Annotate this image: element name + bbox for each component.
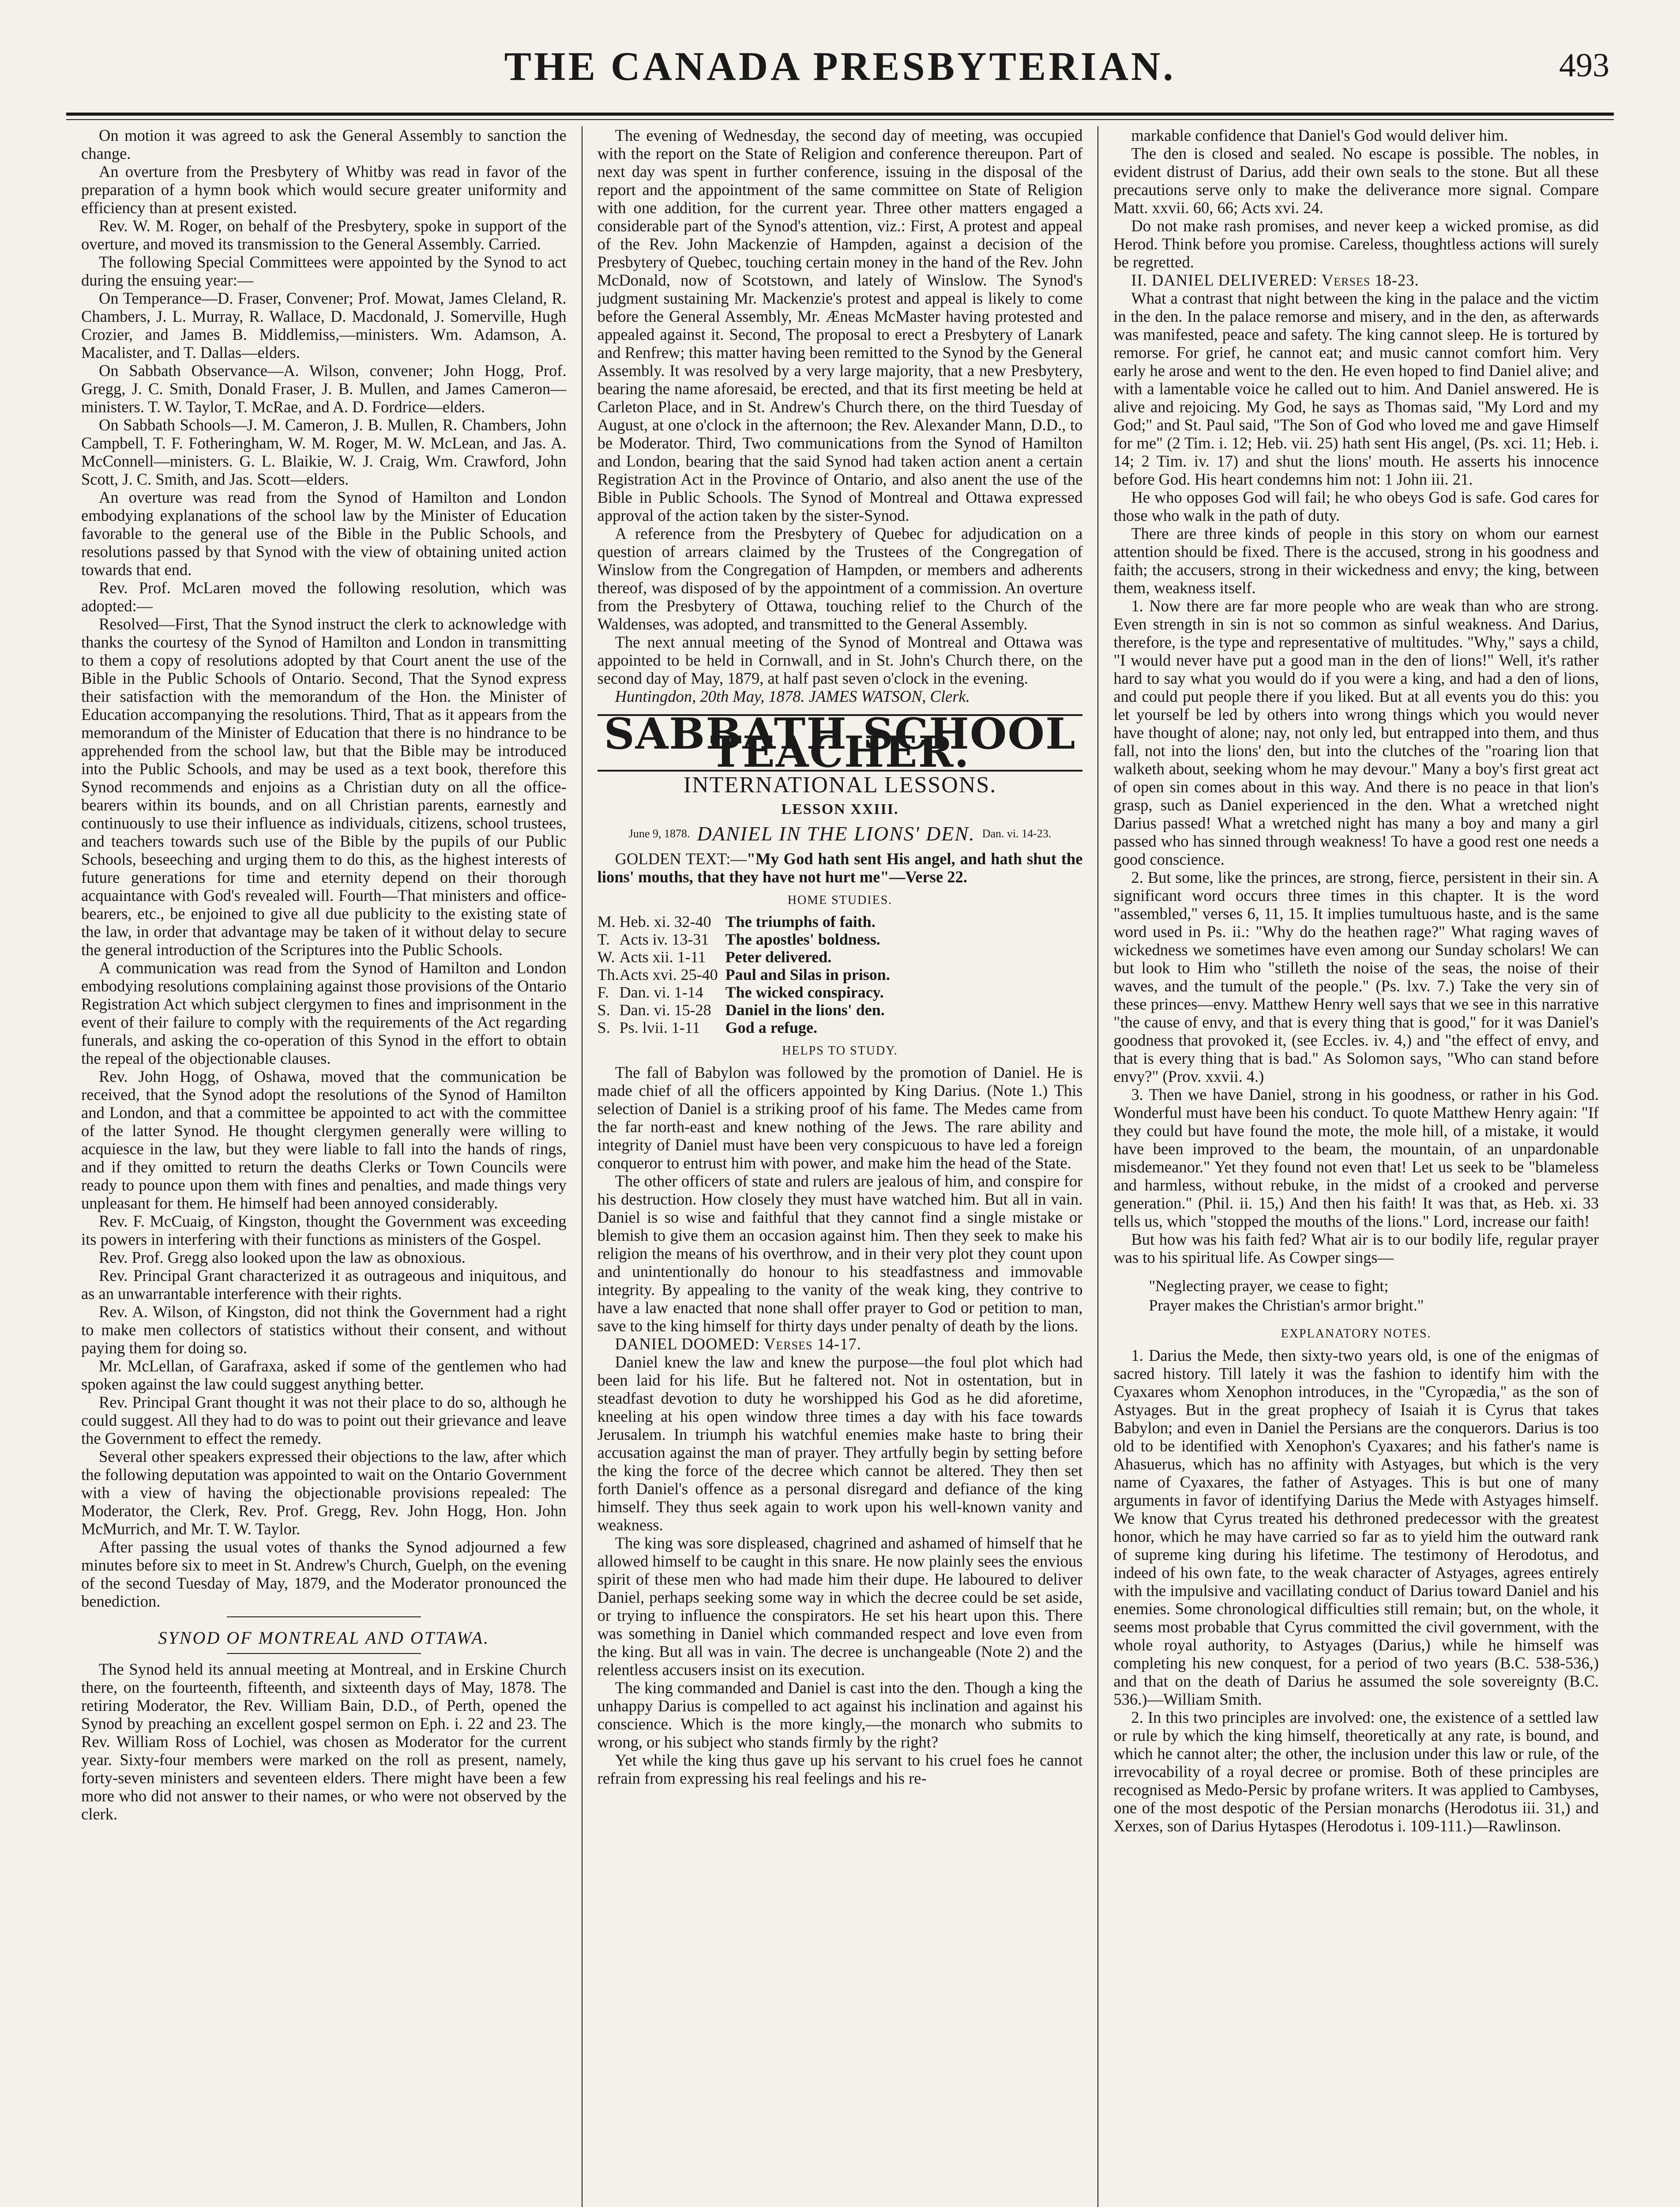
- home-studies-list: [598, 913, 1083, 1036]
- golden-text-label: GOLDEN TEXT:—: [615, 850, 747, 868]
- header-rule: [66, 113, 1614, 116]
- doomed-paragraphs: [598, 1353, 1083, 1787]
- golden-text: [598, 850, 1083, 886]
- paragraph: Yet while the king thus gave up his servant to his cruel foes he cannot refrain from expressing his real feelings and his re-: [597, 1751, 1083, 1787]
- paragraph: The king commanded and Daniel is cast into the den. Though a king the unhappy Darius is compelled to act against his inclination and against his conscience. Which is the more kingly,—the monarch who submits to wrong, or his subject who stands firmly by the right?: [597, 1679, 1083, 1751]
- home-study-day: S.: [597, 1019, 610, 1036]
- paragraph: Mr. McLellan, of Garafraxa, asked if some of the gentlemen who had spoken against the law could suggest anything better.: [81, 1357, 567, 1393]
- paragraph: Resolved—First, That the Synod instruct the clerk to acknowledge with thanks the courtesy of the Synod of Hamilton and London in transmitting to them a copy of resolutions adopted by that Court anent the use of the Bible in the Public Schools of Ontario. Second, That the Synod express their satisfaction with the memorandum of the Hon. the Minister of Education accompanying the resolutions. Third, That as it appears from the memorandum of the Minister of Education that there is no hindrance to be apprehended from the school law, but that the Bible may be introduced into the Public Schools, and may be used as a text book, therefore this Synod recommends and enjoins as a Christian duty on all the office-bearers within its bounds, and on all Christian parents, earnestly and continuously to use their influence as individuals, citizens, school trustees, and teachers towards such use of the Bible by the pupils of our Public Schools, beseeching and urging them to do this, as the highest interests of future generations for time and eternity depend on their thorough acquaintance with God's revealed will. Fourth—That ministers and office-bearers, etc., be enjoined to give all due publicity to the existing state of the law, in order that advantage may be taken of it without delay to secure the general introduction of the Scriptures into the Public Schools.: [81, 615, 567, 959]
- home-study-row: [598, 983, 1083, 1001]
- paragraph: The fall of Babylon was followed by the promotion of Daniel. He is made chief of all the officers appointed by King Darius. (Note 1.) This selection of Daniel is a striking proof of his fame. The Medes came from the far north-east and knew nothing of the Jews. The rare ability and integrity of Daniel must have been very conspicuous to have led a foreign conqueror to entrust him with power, and make him the head of the State.: [597, 1063, 1083, 1172]
- paragraph: He who opposes God will fail; he who obeys God is safe. God cares for those who walk in the path of duty.: [1113, 488, 1599, 524]
- lesson-number: LESSON XXIII.: [781, 801, 899, 817]
- column-2-paragraphs: [598, 126, 1083, 687]
- clerk-signature: Huntingdon, 20th May, 1878. JAMES WATSON, Clerk.: [615, 687, 970, 705]
- paragraph: Rev. A. Wilson, of Kingston, did not think the Government had a right to make men collectors of statistics without their consent, and without paying them for doing so.: [81, 1303, 567, 1357]
- paragraph: The following Special Committees were appointed by the Synod to act during the ensuing year:—: [81, 253, 567, 289]
- home-study-ref: Dan. vi. 15-28: [619, 1001, 711, 1019]
- home-study-topic: God a refuge.: [725, 1019, 817, 1036]
- paragraph: But how was his faith fed? What air is to our bodily life, regular prayer was to his spiritual life. As Cowper sings—: [1113, 1230, 1599, 1266]
- delivered-heading: II. DANIEL DELIVERED: Verses 18-23.: [1131, 271, 1419, 289]
- lesson-reference: Dan. vi. 14-23.: [982, 827, 1052, 840]
- doomed-heading: DANIEL DOOMED: Verses 14-17.: [615, 1335, 861, 1353]
- home-study-ref: Ps. lvii. 1-11: [619, 1019, 700, 1036]
- synod-paragraphs: [81, 1660, 567, 1823]
- paragraph: What a contrast that night between the king in the palace and the victim in the den. In the palace remorse and misery, and in the den, as afterwards was manifested, peace and safety. The king cannot sleep. He is tortured by remorse. For grief, he cannot eat; and music cannot comfort him. Very early he arose and went to the den. He even hoped to find Daniel alive; and with a lamentable voice he called out to him. And Daniel answered. He is alive and rejoicing. My God, he says as Thomas said, "My Lord and my God;" and St. Paul said, "The Son of God who loved me and gave Himself for me" (2 Tim. i. 12; Heb. vii. 25) hath sent His angel, (Ps. xci. 11; Heb. i. 14; 2 Tim. iv. 17) and shut the lions' mouth. He asserts his innocence before God. His heart condemns him not: 1 John iii. 21.: [1113, 289, 1599, 488]
- paragraph: A reference from the Presbytery of Quebec for adjudication on a question of arrears claimed by the Trustees of the Congregation of Winslow from the Congregation of Hampden, or members and adherents thereof, was disposed of by the appointment of a commission. An overture from the Presbytery of Ottawa, touching relief to the Church of the Waldenses, was adopted, and transmitted to the General Assembly.: [597, 524, 1083, 633]
- masthead: [66, 42, 1614, 108]
- paragraph: Several other speakers expressed their objections to the law, after which the following deputation was appointed to wait on the Ontario Government with a view of having the objectionable provisions repealed: The Moderator, the Clerk, Rev. Prof. Gregg, Rev. John Hogg, Hon. John McMurrich, and Mr. T. W. Taylor.: [81, 1447, 567, 1538]
- column-3: [1098, 126, 1614, 2207]
- paragraph: On Sabbath Schools—J. M. Cameron, J. B. Mullen, R. Chambers, John Campbell, T. F. Fotheringham, W. M. Roger, M. W. McLean, and Jas. A. McConnell—ministers. G. L. Blaikie, W. J. Craig, Wm. Crawford, John Scott, J. C. Smith, and Jas. Scott—elders.: [81, 416, 567, 488]
- paragraph: The king was sore displeased, chagrined and ashamed of himself that he allowed himself to be caught in this snare. He now plainly sees the envious spirit of these men who had made him their dupe. He laboured to deliver Daniel, perhaps seeking some way in which the decree could be set aside, or trying to influence the conspirators. He set his heart upon this. There was something in Daniel which commanded respect and love even from the king. But all was in vain. The decree is unchangeable (Note 2) and the relentless accusers insist on its execution.: [597, 1534, 1083, 1679]
- paragraph: An overture from the Presbytery of Whitby was read in favor of the preparation of a hymn book which would secure greater uniformity and efficiency than at present existed.: [81, 162, 567, 217]
- paragraph: The evening of Wednesday, the second day of meeting, was occupied with the report on the State of Religion and conference thereupon. Part of next day was spent in further conference, issuing in the disposal of the report and the appointment of the same committee on State of Religion with one addition, for the current year. Three other matters engaged a considerable part of the Synod's attention, viz.: First, A protest and appeal of the Rev. John Mackenzie of Hampden, against a decision of the Presbytery of Quebec, touching certain money in the hand of the Rev. John McDonald, now of Scotstown, and lately of Winslow. The Synod's judgment sustaining Mr. Mackenzie's protest and appeal is likely to come before the General Assembly, Mr. Æneas McMaster having protested and appealed against it. Second, The proposal to erect a Presbytery of Lanark and Renfrew; this matter having been remitted to the Synod by the General Assembly. It was resolved by a very large majority, that a new Presbytery, bearing the name aforesaid, be erected, and that its first meeting be held at Carleton Place, and in St. Andrew's Church there, on the third Tuesday of August, at one o'clock in the afternoon; the Rev. Alexander Mann, D.D., to be Moderator. Third, Two communications from the Synod of Hamilton and London, bearing that the said Synod had taken action anent a certain Registration Act in the Province of Ontario, and also anent the use of the Bible in Public Schools. The Synod of Montreal and Ottawa expressed approval of the action taken by the sister-Synod.: [597, 126, 1083, 524]
- paragraph: After passing the usual votes of thanks the Synod adjourned a few minutes before six to meet in St. Andrew's Church, Guelph, on the evening of the second Tuesday of May, 1879, and the Moderator pronounced the benediction.: [81, 1538, 567, 1610]
- golden-text-body: "My God hath sent His angel, and hath shut the lions' mouths, that they have not hurt me"—Verse 22.: [597, 850, 1083, 886]
- home-study-ref: Acts xvi. 25-40: [619, 966, 718, 983]
- paragraph: Rev. F. McCuaig, of Kingston, thought the Government was exceeding its powers in interfering with their functions as ministers of the Gospel.: [81, 1212, 567, 1248]
- home-study-row: [598, 1019, 1083, 1036]
- paragraph: 1. Now there are far more people who are weak than who are strong. Even strength in sin is not so common as sinful weakness. And Darius, therefore, is the type and representative of multitudes. "Why," says a child, "I would never have put a good man in the den of lions!" Well, it's rather hard to say what you would do if you were a king, and had a den of lions, and could put people there if you liked. But at all events you do this: you let yourself be led by others into wrong things which you would never have thought of alone; nay, not only led, but entrapped into them, and thus fall, not into the lions' den, but into the clutches of the "roaring lion that walketh about, seeking whom he may devour." Many a boy's first great act of open sin comes about in this way. And there is no peace in that lion's grasp, such as Daniel experienced in the den. What a wretched night Darius passed! What a wretched night has many a boy and many a girl passed who has sinned through weakness! To have a good rest one needs a good conscience.: [1113, 597, 1599, 868]
- quote-line: Prayer makes the Christian's armor bright.": [1149, 1296, 1424, 1314]
- paragraph: On motion it was agreed to ask the General Assembly to sanction the change.: [81, 126, 567, 162]
- paragraph: There are three kinds of people in this story on whom our earnest attention should be fixed. There is the accused, strong in his goodness and faith; the accusers, strong in their wickedness and envy; the king, between them, weakness itself.: [1113, 524, 1599, 597]
- home-study-topic: Peter delivered.: [725, 948, 832, 966]
- paragraph: The next annual meeting of the Synod of Montreal and Ottawa was appointed to be held in Cornwall, and in St. John's Church there, on the second day of May, 1879, at half past seven o'clock in the evening.: [597, 633, 1083, 687]
- home-study-topic: Paul and Silas in prison.: [725, 966, 890, 983]
- paragraph: 3. Then we have Daniel, strong in his goodness, or rather in his God. Wonderful must have been his conduct. To quote Matthew Henry again: "If they could but have found the mote, the mole hill, of a mistake, it would have been improved to the beam, the mountain, of an unpardonable misdemeanor." Yet they found not even that! Let us seek to be "blameless and harmless, without rebuke, in the midst of a crooked and perverse generation." (Phil. ii. 15,) And then his faith! It was that, as Heb. xi. 33 tells us, which "stopped the mouths of the lions." Lord, increase our faith!: [1113, 1085, 1599, 1230]
- paragraph: On Temperance—D. Fraser, Convener; Prof. Mowat, James Cleland, R. Chambers, J. L. Murray, R. Wallace, D. Macdonald, J. Somerville, Hugh Crozier, and James B. Middlemiss,—ministers. Wm. Adamson, A. Macalister, and T. Dallas—elders.: [81, 289, 567, 362]
- home-study-ref: Heb. xi. 32-40: [619, 913, 711, 930]
- paragraph: Rev. Principal Grant characterized it as outrageous and iniquitous, and as an unwarrantable interference with their rights.: [81, 1266, 567, 1303]
- paragraph: Rev. Principal Grant thought it was not their place to do so, although he could suggest. All they had to do was to point out their grievance and leave the Government to effect the remedy.: [81, 1393, 567, 1447]
- home-study-day: F.: [597, 983, 609, 1001]
- paragraph: A communication was read from the Synod of Hamilton and London embodying resolutions complaining against those provisions of the Ontario Registration Act which subject clergymen to fines and imprisonment in the event of their failure to comply with the requirements of the Act regarding funerals, and asking the co-operation of this Synod in the effort to obtain the repeal of the objectionable clauses.: [81, 959, 567, 1067]
- header-rule-thin: [66, 119, 1614, 120]
- paragraph: 2. But some, like the princes, are strong, fierce, persistent in their sin. A significant word occurs three times in this chapter. It is the word "assembled," verses 6, 11, 15. It implies tumultuous haste, and is the same word used in Ps. ii.: "Why do the heathen rage?" What raging waves of wickedness we sometimes have even among our Sunday scholars! We can but look to Him who "stilleth the noise of the seas, the noise of their waves, and the tumult of the people." (Ps. lxv. 7.) Take the very sin of these princes—envy. Matthew Henry well says that we see in this narrative "the cause of envy, and that is every thing that is good," for it was Daniel's goodness that provoked it, (see Eccles. iv. 4,) and "the effect of envy, and that is every thing that is bad." As Solomon says, "Who can stand before envy?" (Prov. xxvii. 4.): [1113, 868, 1599, 1085]
- home-study-row: [598, 966, 1083, 983]
- home-study-topic: The wicked conspiracy.: [725, 983, 884, 1001]
- cowper-quote: [1149, 1276, 1599, 1315]
- publication-title: THE CANADA PRESBYTERIAN.: [504, 44, 1176, 89]
- lesson-title: DANIEL IN THE LIONS' DEN.: [697, 822, 975, 845]
- paragraph: markable confidence that Daniel's God would deliver him.: [1131, 126, 1508, 144]
- column-1: [66, 126, 582, 2207]
- column-3-paragraphs: [1113, 126, 1599, 271]
- home-study-day: W.: [597, 948, 615, 966]
- delivered-paragraphs: [1113, 289, 1599, 1266]
- home-study-ref: Dan. vi. 1-14: [619, 983, 703, 1001]
- section-divider: [227, 1653, 421, 1654]
- sabbath-school-banner: SABBATH SCHOOL TEACHER.: [598, 714, 1083, 772]
- column-1-paragraphs: [81, 126, 567, 1610]
- paragraph: Do not make rash promises, and never keep a wicked promise, as did Herod. Think before you promise. Careless, thoughtless actions will surely be regretted.: [1113, 217, 1599, 271]
- home-study-row: [598, 930, 1083, 948]
- home-study-ref: Acts xii. 1-11: [619, 948, 706, 966]
- paragraph: The Synod held its annual meeting at Montreal, and in Erskine Church there, on the fourteenth, fifteenth, and sixteenth days of May, 1878. The retiring Moderator, the Rev. William Bain, D.D., of Perth, opened the Synod by preaching an excellent gospel sermon on Eph. i. 22 and 23. The Rev. William Ross of Lochiel, was chosen as Moderator for the current year. Sixty-four members were marked on the roll as present, namely, forty-seven ministers and seventeen elders. There might have been a few more who did not answer to their names, or who were not observed by the clerk.: [81, 1660, 567, 1823]
- paragraph: Daniel knew the law and knew the purpose—the foul plot which had been laid for his life. But he faltered not. Not in ostentation, but in steadfast devotion to duty he worshipped his God as he did aforetime, kneeling at his open window three times a day with his face towards Jerusalem. In triumph his watchful enemies make haste to bring their accusation against the man of prayer. They artfully begin by setting before the king the force of the decree which cannot be altered. They then set forth Daniel's offence as a personal disregard and defiance of the king himself. They thus seek again to work upon his well-known vanity and weakness.: [597, 1353, 1083, 1534]
- home-study-topic: Daniel in the lions' den.: [725, 1001, 885, 1019]
- notes-paragraphs: [1113, 1346, 1599, 1835]
- paragraph: On Sabbath Observance—A. Wilson, convener; John Hogg, Prof. Gregg, J. C. Smith, Donald Fraser, J. B. Mullen, and James Cameron—ministers. T. W. Taylor, T. McRae, and A. D. Fordrice—elders.: [81, 362, 567, 416]
- home-study-day: Th.: [597, 966, 619, 983]
- paragraph: Rev. John Hogg, of Oshawa, moved that the communication be received, that the Synod adopt the resolutions of the Synod of Hamilton and London, and that a committee be appointed to act with the committee of the latter Synod. He thought clergymen generally were willing to acquiesce in the law, but they were liable to fall into the hands of rings, and if they omitted to return the deaths Clerks or Town Councils were ready to pounce upon them with fines and penalties, and made things very unpleasant for them. He himself had been annoyed considerably.: [81, 1067, 567, 1212]
- paragraph: 2. In this two principles are involved: one, the existence of a settled law or rule by which the king himself, theoretically at any rate, is bound, and which he cannot alter; the other, the inclusion under this law or rule, of the irrevocability of a royal decree or promise. Both of these principles are recognised as Medo-Persic by profane writers. It was applied to Cambyses, one of the most despotic of the Persian monarchs (Herodotus iii. 31,) and Xerxes, son of Darius Hytaspes (Herodotus i. 109-111.)—Rawlinson.: [1113, 1708, 1599, 1835]
- explanatory-notes-heading: EXPLANATORY NOTES.: [1281, 1327, 1432, 1341]
- paragraph: An overture was read from the Synod of Hamilton and London embodying explanations of the school law by the Minister of Education favorable to the general use of the Bible in the Public Schools, and resolutions passed by that Synod with the view of obtaining united action towards that end.: [81, 488, 567, 579]
- home-study-row: [598, 948, 1083, 966]
- paragraph: The other officers of state and rulers are jealous of him, and conspire for his destruction. How closely they must have watched him. But all in vain. Daniel is so wise and faithful that they cannot find a single mistake or blemish to give them an occasion against him. Then they seek to make his religion the means of his overthrow, and in their very plot they count upon and unintentionally do honour to his steadfastness and immovable integrity. By appealing to the vanity of the weak king, they contrive to have a law enacted that none shall offer prayer to God or petition to man, save to the king himself for thirty days under penalty of death by the lions.: [597, 1172, 1083, 1335]
- helps-heading: HELPS TO STUDY.: [782, 1044, 898, 1058]
- home-study-ref: Acts iv. 13-31: [619, 930, 709, 948]
- home-study-row: [598, 913, 1083, 930]
- paragraph: Rev. Prof. Gregg also looked upon the law as obnoxious.: [99, 1248, 466, 1266]
- page-number: 493: [1559, 47, 1609, 84]
- international-lessons-heading: INTERNATIONAL LESSONS.: [683, 772, 997, 798]
- paragraph: Rev. Prof. McLaren moved the following resolution, which was adopted:—: [81, 579, 567, 615]
- home-study-day: S.: [597, 1001, 610, 1019]
- home-study-topic: The triumphs of faith.: [725, 913, 876, 930]
- column-2: [583, 126, 1098, 2207]
- home-study-row: [598, 1001, 1083, 1019]
- paragraph: 1. Darius the Mede, then sixty-two years old, is one of the enigmas of sacred history. Till lately it was the fashion to identify him with the Cyaxares whom Xenophon introduces, in the "Cyropædia," as the son of Astyages. But in the great prophecy of Isaiah it is Cyrus that takes Babylon; and even in Daniel the Persians are the conquerors. Darius is too old to be identified with Xenophon's Cyaxares; and his father's name is Ahasuerus, which has no affinity with Astyages, but which is the very name of Cyaxares, the father of Astyages. This is but one of many arguments in favor of identifying Darius the Mede with Astyages himself. We know that Cyrus treated his dethroned predecessor with the greatest honor, which he may have carried so far as to yield him the outward rank of supreme king during his lifetime. The testimony of Herodotus, and indeed of his own fate, to the weak character of Astyages, agrees entirely with the impulsive and vacillating conduct of Darius toward Daniel and his enemies. Some chronological difficulties still remain; but, on the whole, it seems most probable that Cyrus committed the civil government, with the whole royal authority, to Astyages (Darius,) while he himself was completing his new conquest, for a period of two years (B.C. 538-536,) and that on the death of Darius he assumed the sole sovereignty (B.C. 536.)—William Smith.: [1113, 1346, 1599, 1708]
- home-study-topic: The apostles' boldness.: [725, 930, 880, 948]
- section-divider: [227, 1616, 421, 1617]
- synod-heading: SYNOD OF MONTREAL AND OTTAWA.: [158, 1628, 490, 1648]
- columns: [66, 126, 1614, 2207]
- paragraph: Rev. W. M. Roger, on behalf of the Presbytery, spoke in support of the overture, and moved its transmission to the General Assembly. Carried.: [81, 217, 567, 253]
- quote-line: "Neglecting prayer, we cease to fight;: [1149, 1277, 1389, 1295]
- paragraph: The den is closed and sealed. No escape is possible. The nobles, in evident distrust of Darius, add their own seals to the stone. But all these precautions serve only to make the deliverance more signal. Compare Matt. xxvii. 60, 66; Acts xvi. 24.: [1113, 144, 1599, 217]
- home-study-day: M.: [597, 913, 616, 930]
- helps-paragraphs: [598, 1063, 1083, 1335]
- lesson-date: June 9, 1878.: [628, 827, 690, 840]
- home-studies-heading: HOME STUDIES.: [787, 893, 893, 907]
- lesson-title-row: [598, 822, 1083, 845]
- home-study-day: T.: [597, 930, 610, 948]
